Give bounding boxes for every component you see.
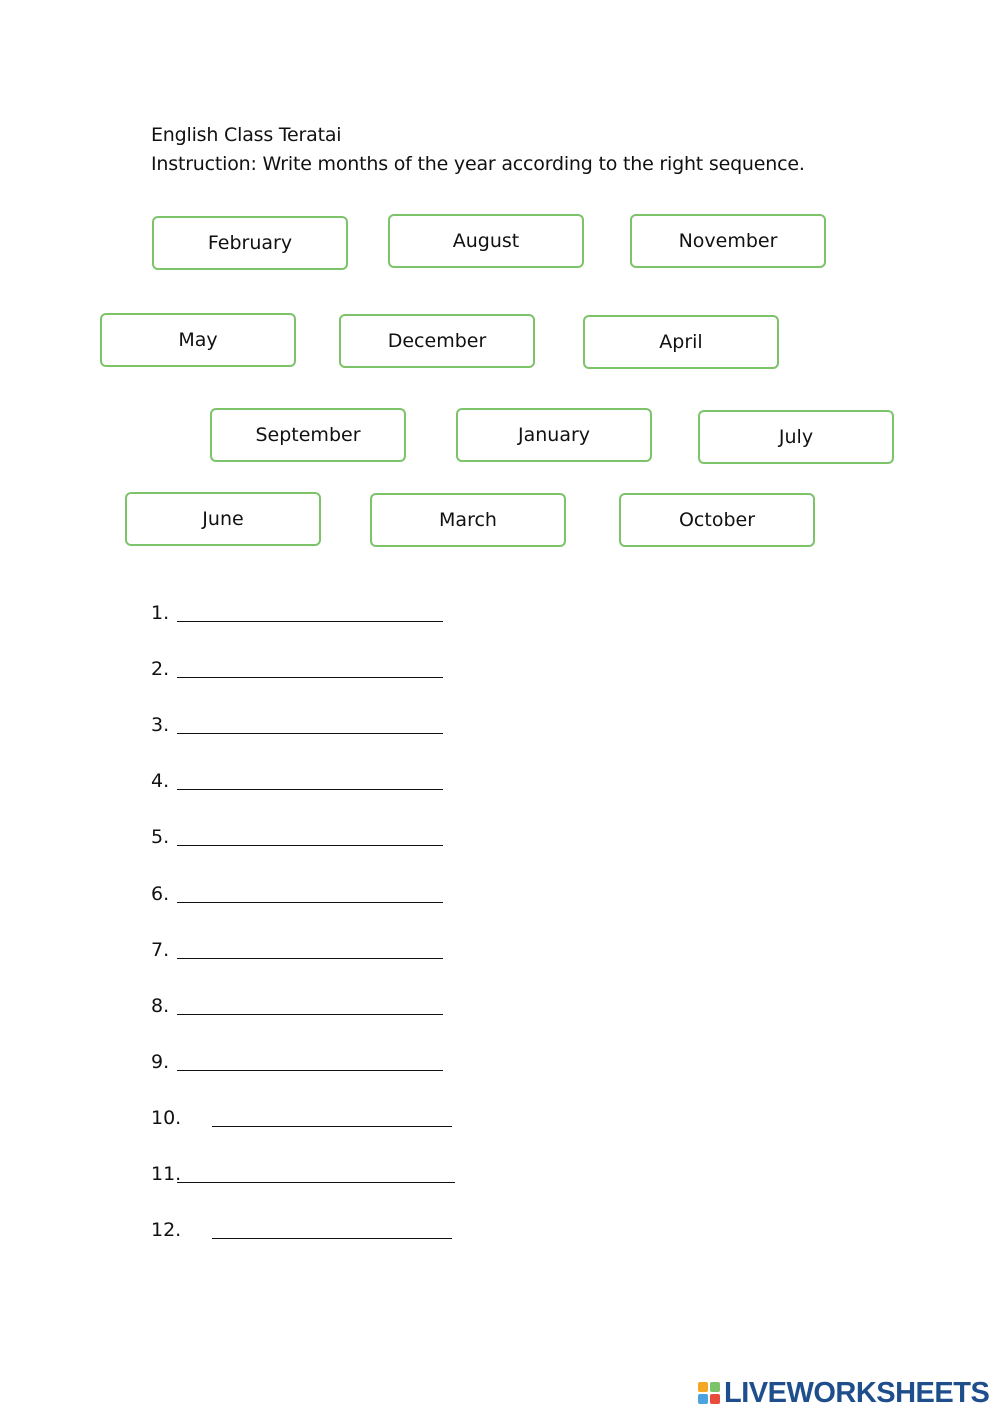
answer-row: [151, 766, 451, 796]
month-box-july[interactable]: July: [698, 410, 894, 464]
month-box-june[interactable]: June: [125, 492, 321, 546]
answer-blank[interactable]: [177, 677, 443, 678]
brand-name: LIVEWORKSHEETS: [724, 1376, 990, 1409]
answer-row: [151, 991, 451, 1021]
answer-row: [151, 1103, 461, 1133]
answer-row: [151, 822, 451, 852]
answer-blank[interactable]: [177, 733, 443, 734]
liveworksheets-logo: [698, 1376, 989, 1410]
answer-number: 2.: [151, 658, 170, 680]
answer-number: 9.: [151, 1051, 170, 1073]
answer-blank[interactable]: [177, 789, 443, 790]
month-box-august[interactable]: August: [388, 214, 584, 268]
month-box-october[interactable]: October: [619, 493, 815, 547]
answer-row: [151, 879, 451, 909]
answer-row: [151, 710, 451, 740]
answer-blank[interactable]: [212, 1126, 452, 1127]
answer-number: 4.: [151, 770, 170, 792]
answer-blank[interactable]: [177, 1070, 443, 1071]
answer-number: 11.: [151, 1163, 182, 1185]
month-box-march[interactable]: March: [370, 493, 566, 547]
answer-row: [151, 935, 451, 965]
answer-blank[interactable]: [212, 1238, 452, 1239]
worksheet-title: English Class Teratai: [151, 124, 342, 146]
answer-number: 10.: [151, 1107, 182, 1129]
answer-row: [151, 1159, 461, 1189]
answer-blank[interactable]: [177, 1182, 455, 1183]
answer-blank[interactable]: [177, 845, 443, 846]
answer-number: 8.: [151, 995, 170, 1017]
answer-number: 1.: [151, 602, 170, 624]
month-box-february[interactable]: February: [152, 216, 348, 270]
answer-number: 12.: [151, 1219, 182, 1241]
answer-number: 6.: [151, 883, 170, 905]
answer-number: 5.: [151, 826, 170, 848]
answer-number: 7.: [151, 939, 170, 961]
answer-row: [151, 598, 451, 628]
answer-number: 3.: [151, 714, 170, 736]
liveworksheets-icon: [698, 1382, 720, 1404]
answer-row: [151, 1047, 451, 1077]
answer-blank[interactable]: [177, 902, 443, 903]
month-box-november[interactable]: November: [630, 214, 826, 268]
month-box-december[interactable]: December: [339, 314, 535, 368]
instruction-text: Instruction: Write months of the year according to the right sequence.: [151, 153, 805, 175]
answer-blank[interactable]: [177, 1014, 443, 1015]
answer-row: [151, 1215, 461, 1245]
answer-blank[interactable]: [177, 958, 443, 959]
month-box-may[interactable]: May: [100, 313, 296, 367]
month-box-january[interactable]: January: [456, 408, 652, 462]
month-box-april[interactable]: April: [583, 315, 779, 369]
answer-row: [151, 654, 451, 684]
answer-blank[interactable]: [177, 621, 443, 622]
month-box-september[interactable]: September: [210, 408, 406, 462]
